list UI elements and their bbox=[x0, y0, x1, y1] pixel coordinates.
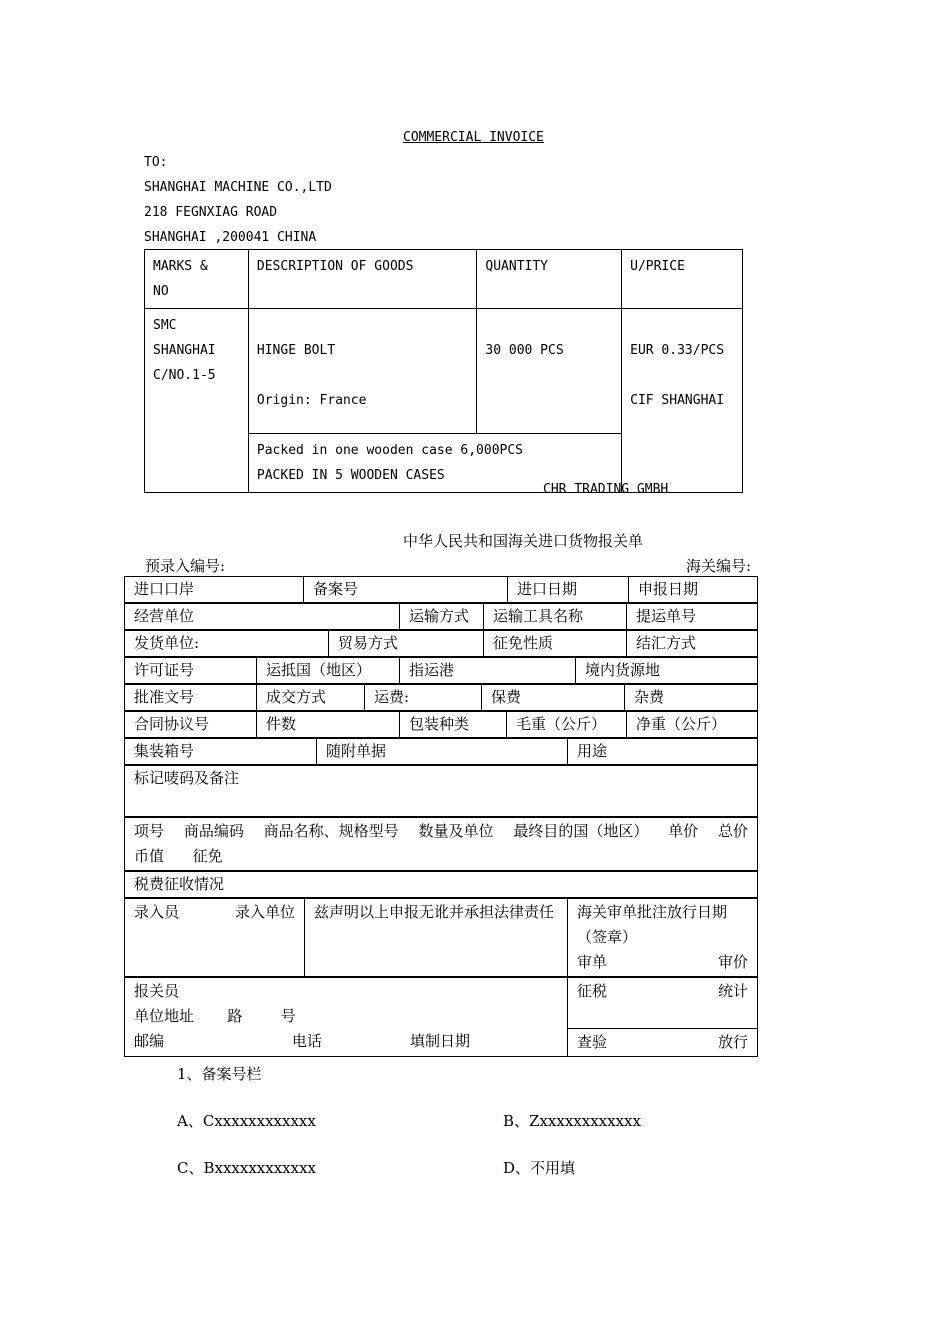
field-operator[interactable]: 经营单位 bbox=[125, 604, 400, 630]
release-label: 放行 bbox=[717, 1033, 748, 1051]
field-import-date[interactable]: 进口日期 bbox=[508, 577, 629, 603]
inspection-label: 查验 bbox=[577, 1033, 608, 1051]
field-pieces[interactable]: 件数 bbox=[257, 712, 400, 738]
col-total-price: 总价 bbox=[717, 822, 748, 840]
packing-line-2: PACKED IN 5 WOODEN CASES bbox=[256, 468, 445, 483]
field-domestic-source[interactable]: 境内货源地 bbox=[576, 658, 758, 684]
header-description-label: DESCRIPTION OF GOODS bbox=[256, 259, 414, 274]
field-customs-approval[interactable] bbox=[568, 899, 758, 977]
goods-origin: Origin: France bbox=[256, 393, 367, 408]
col-currency: 币值 bbox=[134, 847, 165, 865]
field-container-no[interactable]: 集装箱号 bbox=[125, 739, 317, 765]
goods-items-header-2 bbox=[134, 844, 748, 869]
number-label: 号 bbox=[280, 1007, 296, 1025]
addressee-line-3: SHANGHAI ,200041 CHINA bbox=[144, 230, 317, 245]
header-marks-line2: NO bbox=[153, 284, 169, 299]
field-port[interactable]: 进口口岸 bbox=[125, 577, 304, 603]
field-bill-no[interactable]: 提运单号 bbox=[627, 604, 758, 630]
field-declarant[interactable] bbox=[125, 978, 568, 1057]
field-tax-collection[interactable] bbox=[568, 978, 758, 1029]
to-label: TO: bbox=[144, 155, 168, 170]
field-marks-remarks[interactable]: 标记唛码及备注 bbox=[125, 766, 758, 817]
customs-form bbox=[124, 576, 758, 1057]
unit-price: EUR 0.33/PCS bbox=[630, 343, 725, 358]
pre-entry-number: 预录入编号: bbox=[145, 557, 226, 575]
col-hs-code: 商品编码 bbox=[183, 822, 244, 840]
field-gross-weight[interactable]: 毛重（公斤） bbox=[507, 712, 627, 738]
col-goods-name: 商品名称、规格型号 bbox=[263, 822, 399, 840]
question-stem: 1、备案号栏 bbox=[177, 1065, 262, 1083]
field-contract-no[interactable]: 合同协议号 bbox=[125, 712, 257, 738]
field-attached-docs[interactable]: 随附单据 bbox=[317, 739, 568, 765]
field-license-no[interactable]: 许可证号 bbox=[125, 658, 257, 684]
field-packing-type[interactable]: 包装种类 bbox=[400, 712, 507, 738]
invoice-table bbox=[144, 249, 743, 493]
mark-line-3: C/NO.1-5 bbox=[153, 368, 216, 383]
header-unit-price-label: U/PRICE bbox=[630, 259, 685, 274]
col-destination-country: 最终目的国（地区） bbox=[513, 822, 649, 840]
option-b[interactable]: B、Zxxxxxxxxxxxx bbox=[503, 1112, 641, 1130]
header-quantity-label: QUANTITY bbox=[485, 259, 549, 274]
field-freight[interactable]: 运费: bbox=[365, 685, 482, 711]
mark-line-1: SMC bbox=[153, 318, 177, 333]
field-declare-date[interactable]: 申报日期 bbox=[629, 577, 758, 603]
mark-line-2: SHANGHAI bbox=[153, 343, 216, 358]
field-goods-items[interactable] bbox=[125, 818, 758, 871]
marks-cell bbox=[145, 309, 249, 493]
declaration-statement: 兹声明以上申报无讹并承担法律责任 bbox=[314, 903, 555, 921]
field-transport-mode[interactable]: 运输方式 bbox=[400, 604, 484, 630]
field-net-weight[interactable]: 净重（公斤） bbox=[627, 712, 758, 738]
seller-name: CHR TRADING GMBH bbox=[543, 482, 669, 497]
road-label: 路 bbox=[227, 1007, 243, 1025]
header-marks bbox=[145, 250, 249, 309]
field-port-destination[interactable]: 指运港 bbox=[400, 658, 576, 684]
packing-line-1: Packed in one wooden case 6,000PCS bbox=[256, 443, 523, 458]
field-declaration-statement[interactable] bbox=[305, 899, 568, 977]
invoice-title: COMMERCIAL INVOICE bbox=[403, 130, 544, 145]
field-inspection[interactable] bbox=[568, 1029, 758, 1057]
price-term: CIF SHANGHAI bbox=[630, 393, 725, 408]
field-insurance[interactable]: 保费 bbox=[482, 685, 625, 711]
goods-description: HINGE BOLT bbox=[256, 343, 336, 358]
option-a[interactable]: A、Cxxxxxxxxxxxx bbox=[177, 1112, 316, 1130]
field-shipper[interactable]: 发货单位: bbox=[125, 631, 329, 657]
review-label: 审单 bbox=[577, 953, 608, 971]
field-deal-mode[interactable]: 成交方式 bbox=[257, 685, 365, 711]
field-exemption[interactable]: 征免性质 bbox=[484, 631, 627, 657]
field-trade-mode[interactable]: 贸易方式 bbox=[329, 631, 484, 657]
field-approval-no[interactable]: 批准文号 bbox=[125, 685, 257, 711]
price-review-label: 审价 bbox=[717, 953, 748, 971]
field-usage[interactable]: 用途 bbox=[568, 739, 758, 765]
tax-label: 征税 bbox=[577, 982, 608, 1000]
phone-label: 电话 bbox=[292, 1032, 323, 1050]
goods-quantity: 30 000 PCS bbox=[485, 343, 564, 358]
statistics-label: 统计 bbox=[717, 982, 748, 1000]
header-quantity bbox=[477, 250, 622, 309]
price-cell bbox=[622, 309, 743, 493]
field-origin-country[interactable]: 运抵国（地区） bbox=[257, 658, 400, 684]
header-description bbox=[248, 250, 477, 309]
entry-clerk-label: 录入员 bbox=[134, 903, 180, 921]
quantity-cell bbox=[477, 309, 622, 434]
field-record-no[interactable]: 备案号 bbox=[304, 577, 508, 603]
field-settlement[interactable]: 结汇方式 bbox=[627, 631, 758, 657]
field-entry-clerk[interactable] bbox=[125, 899, 305, 977]
field-tax-status[interactable]: 税费征收情况 bbox=[125, 872, 758, 898]
option-c[interactable]: C、Bxxxxxxxxxxxx bbox=[177, 1159, 317, 1177]
addressee-line-2: 218 FEGNXIAG ROAD bbox=[144, 205, 278, 220]
postcode-label: 邮编 bbox=[134, 1032, 165, 1050]
declarant-label: 报关员 bbox=[134, 982, 180, 1000]
customs-number: 海关编号: bbox=[686, 557, 752, 575]
field-transport-tool[interactable]: 运输工具名称 bbox=[484, 604, 627, 630]
col-item-no: 项号 bbox=[134, 822, 165, 840]
approval-date-label: 海关审单批注放行日期 bbox=[577, 903, 728, 921]
entry-unit-label: 录入单位 bbox=[234, 903, 295, 921]
header-unit-price bbox=[622, 250, 743, 309]
goods-items-header bbox=[134, 819, 748, 844]
description-cell bbox=[248, 309, 477, 434]
addressee-line-1: SHANGHAI MACHINE CO.,LTD bbox=[144, 180, 332, 195]
customs-title: 中华人民共和国海关进口货物报关单 bbox=[403, 532, 644, 550]
signature-label: （签章） bbox=[577, 928, 638, 946]
col-unit-price: 单价 bbox=[668, 822, 699, 840]
fill-date-label: 填制日期 bbox=[410, 1032, 471, 1050]
col-exemption: 征免 bbox=[192, 847, 223, 865]
col-quantity-unit: 数量及单位 bbox=[418, 822, 494, 840]
option-d[interactable]: D、不用填 bbox=[503, 1159, 576, 1177]
field-misc-fee[interactable]: 杂费 bbox=[625, 685, 758, 711]
header-marks-line1: MARKS & bbox=[153, 259, 208, 274]
address-label: 单位地址 bbox=[134, 1007, 195, 1025]
